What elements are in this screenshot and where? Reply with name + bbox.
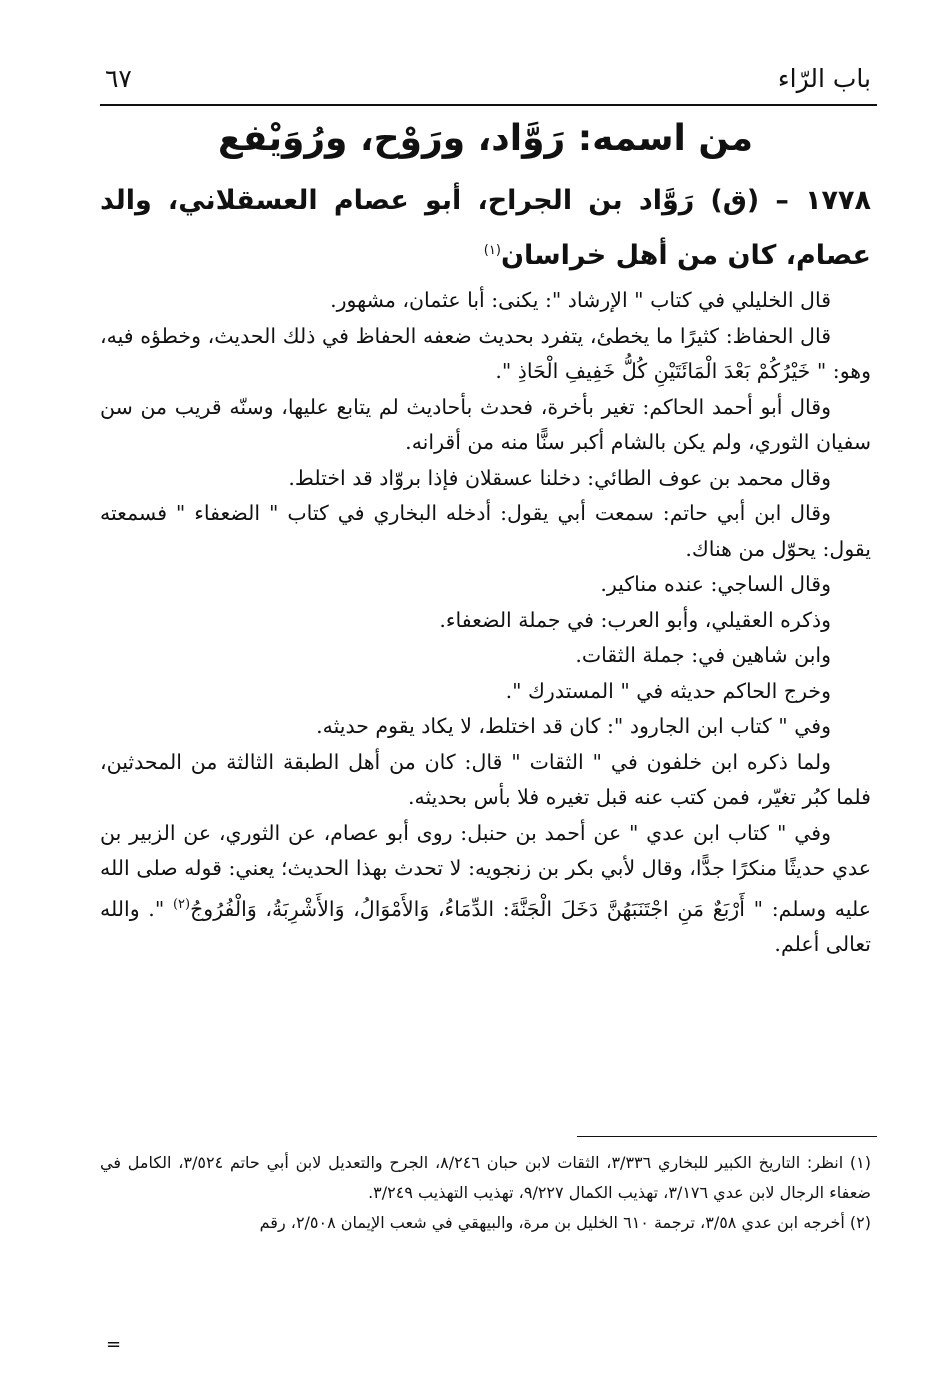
paragraph-5: وقال ابن أبي حاتم: سمعت أبي يقول: أدخله البخاري في كتاب " الضعفاء " فسمعته يقول: يحوّل من هناك.	[100, 501, 871, 561]
chapter-title: باب الرّاء	[777, 63, 871, 93]
footnote-ref-2: (٢)	[172, 896, 191, 912]
footnote-rule	[577, 1136, 877, 1137]
footnote-1: (١) انظر: التاريخ الكبير للبخاري ٣/٣٣٦، الثقات لابن حبان ٨/٢٤٦، الجرح والتعديل لابن أبي حاتم ٣/٥٢٤، الكامل في ضعفاء الرجال لابن عدي ٣/١٧٦، تهذيب الكمال ٩/٢٢٧، تهذيب التهذيب ٣/٢٤٩.	[100, 1153, 872, 1202]
footnote-2: (٢) أخرجه ابن عدي ٣/٥٨، ترجمة ٦١٠ الخليل بن مرة، والبيهقي في شعب الإيمان ٢/٥٠٨، رقم	[259, 1213, 871, 1232]
continuation-mark: =	[106, 1334, 122, 1355]
paragraph-3: وقال أبو أحمد الحاكم: تغير بأخرة، فحدث بأحاديث لم يتابع عليها، وسنّه قريب من سن سفيان الثوري، ولم يكن بالشام أكبر سنًّا منه من أقرانه.	[100, 394, 871, 454]
paragraph-6: وقال الساجي: عنده مناكير.	[600, 572, 831, 596]
paragraph-9: وخرج الحاكم حديثه في " المستدرك ".	[505, 678, 831, 703]
section-title: من اسمه: رَوَّاد، ورَوْح، ورُوَيْفع	[217, 118, 754, 159]
entry-heading-text: ١٧٧٨ – (ق) رَوَّاد بن الجراح، أبو عصام العسقلاني، والد عصام، كان من أهل خراسان	[100, 185, 871, 271]
paragraph-1: قال الخليلي في كتاب " الإرشاد ": يكنى: أبا عثمان، مشهور.	[330, 288, 831, 312]
paragraph-8: وابن شاهين في: جملة الثقات.	[575, 643, 831, 667]
paragraph-12-tail: ". والله تعالى أعلم.	[100, 896, 871, 956]
paragraph-7: وذكره العقيلي، وأبو العرب: في جملة الضعفاء.	[439, 607, 831, 632]
header-rule	[100, 104, 877, 106]
entry-body	[100, 283, 871, 962]
footnote-ref-1: (١)	[483, 243, 501, 258]
page-number: ٦٧	[105, 63, 132, 93]
running-head	[105, 58, 871, 98]
entry-heading	[100, 176, 871, 281]
paragraph-11: ولما ذكره ابن خلفون في " الثقات " قال: كان من أهل الطبقة الثالثة من المحدثين، فلما كبُر تغيّر، فمن كتب عنه قبل تغيره فلا بأس بحديثه.	[100, 749, 871, 809]
paragraph-4: وقال محمد بن عوف الطائي: دخلنا عسقلان فإذا بروّاد قد اختلط.	[288, 465, 831, 490]
footnotes	[100, 1148, 871, 1238]
paragraph-12	[100, 816, 871, 963]
paragraph-12-text: وفي " كتاب ابن عدي " عن أحمد بن حنبل: روى أبو عصام، عن الثوري، عن الزبير بن عدي حديثًا منكرًا جدًّا، وقال لأبي بكر بن زنجويه: لا تحدث بهذا الحديث؛ يعني: قوله صلى الله عليه وسلم: " أَرْبَعٌ مَنِ اجْتَنَبَهُنَّ دَخَلَ الْجَنَّةَ: الدِّمَاءُ، وَالأَمْوَالُ، وَالأَشْرِبَةُ، وَالْفُرُوجُ	[100, 820, 871, 921]
paragraph-2: قال الحفاظ: كثيرًا ما يخطئ، يتفرد بحديث ضعفه الحفاظ في ذلك الحديث، وخطؤه فيه، وهو: " خَيْرُكُمْ بَعْدَ الْمَائَتَيْنِ كُلُّ خَفِيفِ الْحَاذِ ".	[100, 323, 871, 383]
paragraph-10: وفي " كتاب ابن الجارود ": كان قد اختلط، لا يكاد يقوم حديثه.	[316, 714, 831, 738]
